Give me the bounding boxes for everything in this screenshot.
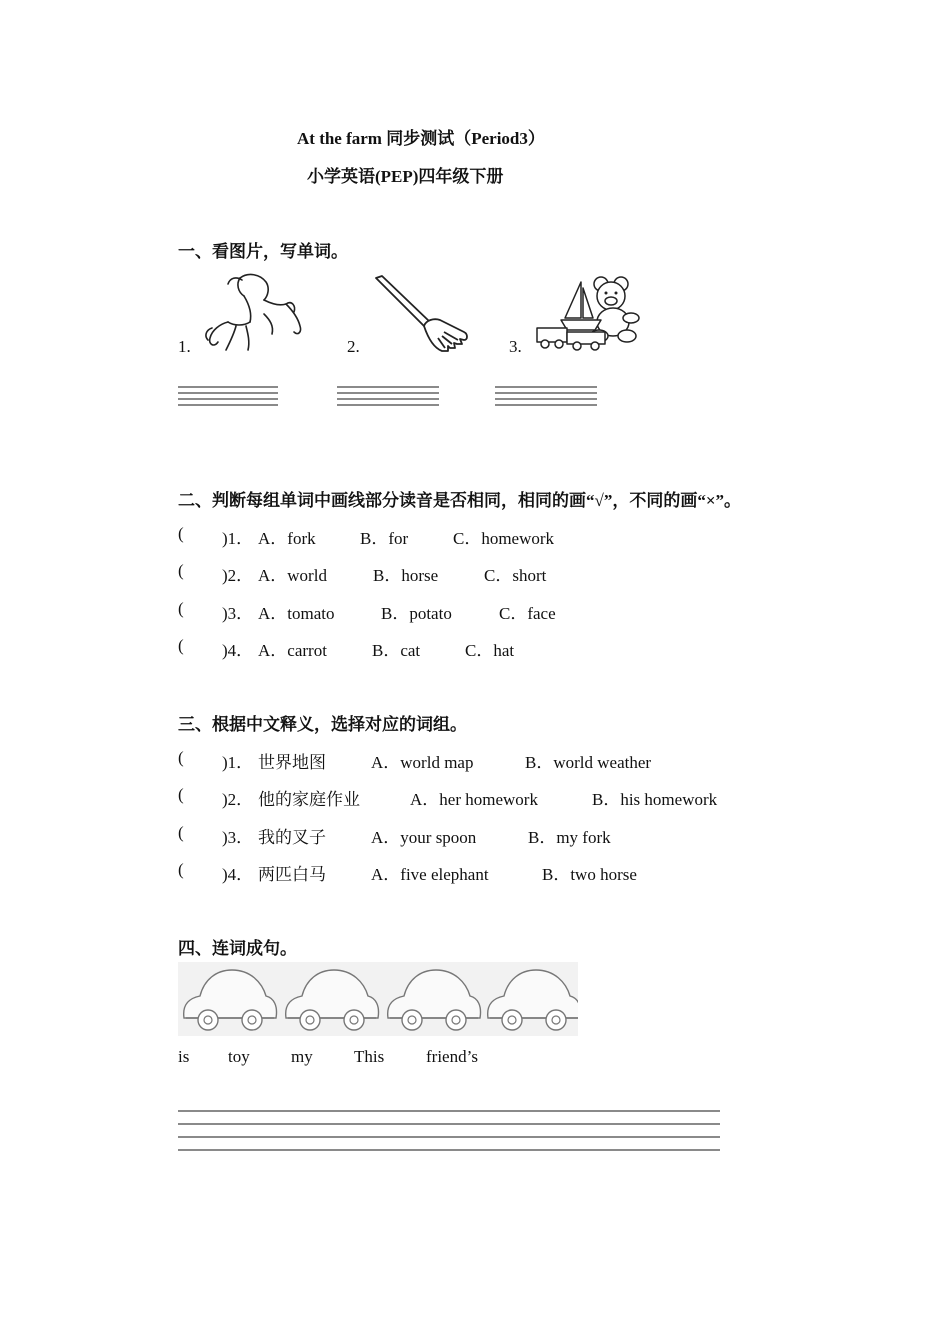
question-number: )4． bbox=[222, 865, 254, 884]
section-4-heading: 四、连词成句。 bbox=[178, 939, 297, 958]
answer-paren[interactable]: ( bbox=[178, 524, 184, 543]
item-1-number: 1. bbox=[178, 337, 191, 356]
question-number: )4． bbox=[222, 641, 254, 660]
option-b: B．world weather bbox=[525, 753, 652, 772]
section-2-heading: 二、判断每组单词中画线部分读音是否相同，相同的画“√”，不同的画“×”。 bbox=[178, 491, 742, 510]
option-b: B．his homework bbox=[592, 790, 718, 809]
answer-paren[interactable]: ( bbox=[178, 860, 184, 879]
option-c: C．short bbox=[484, 566, 547, 585]
sentence-answer-lines[interactable] bbox=[178, 1110, 720, 1155]
option-c: C．face bbox=[499, 604, 556, 623]
question-row bbox=[178, 748, 778, 770]
option-a: A．world bbox=[258, 566, 327, 585]
option-a: A．five elephant bbox=[371, 865, 489, 884]
item-3-number: 3. bbox=[509, 337, 522, 356]
option-b: B．horse bbox=[373, 566, 439, 585]
option-a: A．her homework bbox=[410, 790, 538, 809]
word-is: is bbox=[178, 1047, 190, 1066]
option-c: C．homework bbox=[453, 529, 555, 548]
word-toy: toy bbox=[228, 1047, 250, 1066]
question-number: )1． bbox=[222, 529, 254, 548]
fork-icon bbox=[372, 274, 474, 354]
answer-paren[interactable]: ( bbox=[178, 599, 184, 618]
option-a: A．carrot bbox=[258, 641, 327, 660]
word-this: This bbox=[354, 1047, 385, 1066]
answer-paren[interactable]: ( bbox=[178, 785, 184, 804]
chinese-meaning: 我的叉子 bbox=[258, 828, 326, 847]
question-number: )1． bbox=[222, 753, 254, 772]
question-row bbox=[178, 785, 778, 807]
answer-paren[interactable]: ( bbox=[178, 823, 184, 842]
word-my: my bbox=[291, 1047, 313, 1066]
question-row bbox=[178, 860, 778, 882]
item-2-number: 2. bbox=[347, 337, 360, 356]
option-b: B．my fork bbox=[528, 828, 611, 847]
question-row bbox=[178, 823, 778, 845]
chinese-meaning: 两匹白马 bbox=[258, 865, 326, 884]
question-row bbox=[178, 561, 678, 583]
option-a: A．fork bbox=[258, 529, 316, 548]
question-row bbox=[178, 524, 678, 546]
car-icons bbox=[178, 962, 578, 1036]
answer-paren[interactable]: ( bbox=[178, 636, 184, 655]
toys-icon bbox=[535, 272, 645, 352]
question-number: )2． bbox=[222, 790, 254, 809]
question-number: )3． bbox=[222, 828, 254, 847]
answer-lines-1[interactable] bbox=[178, 386, 278, 410]
page-subtitle: 小学英语(PEP)四年级下册 bbox=[307, 167, 504, 186]
option-b: B．cat bbox=[372, 641, 421, 660]
section-1-heading: 一、看图片，写单词。 bbox=[178, 242, 348, 261]
option-a: A．your spoon bbox=[371, 828, 477, 847]
option-a: A．tomato bbox=[258, 604, 335, 623]
word-friends: friend’s bbox=[426, 1047, 478, 1066]
page-title: At the farm 同步测试（Period3） bbox=[297, 129, 545, 148]
option-c: C．hat bbox=[465, 641, 515, 660]
answer-paren[interactable]: ( bbox=[178, 748, 184, 767]
answer-lines-2[interactable] bbox=[337, 386, 439, 410]
option-b: B．two horse bbox=[542, 865, 637, 884]
chinese-meaning: 他的家庭作业 bbox=[258, 790, 360, 809]
option-a: A．world map bbox=[371, 753, 474, 772]
question-row bbox=[178, 636, 678, 658]
question-number: )3． bbox=[222, 604, 254, 623]
answer-lines-3[interactable] bbox=[495, 386, 597, 410]
answer-paren[interactable]: ( bbox=[178, 561, 184, 580]
question-row bbox=[178, 599, 678, 621]
section-3-heading: 三、根据中文释义，选择对应的词组。 bbox=[178, 715, 467, 734]
question-number: )2． bbox=[222, 566, 254, 585]
chinese-meaning: 世界地图 bbox=[258, 753, 326, 772]
option-b: B．for bbox=[360, 529, 409, 548]
option-b: B．potato bbox=[381, 604, 452, 623]
horse-icon bbox=[200, 270, 310, 355]
